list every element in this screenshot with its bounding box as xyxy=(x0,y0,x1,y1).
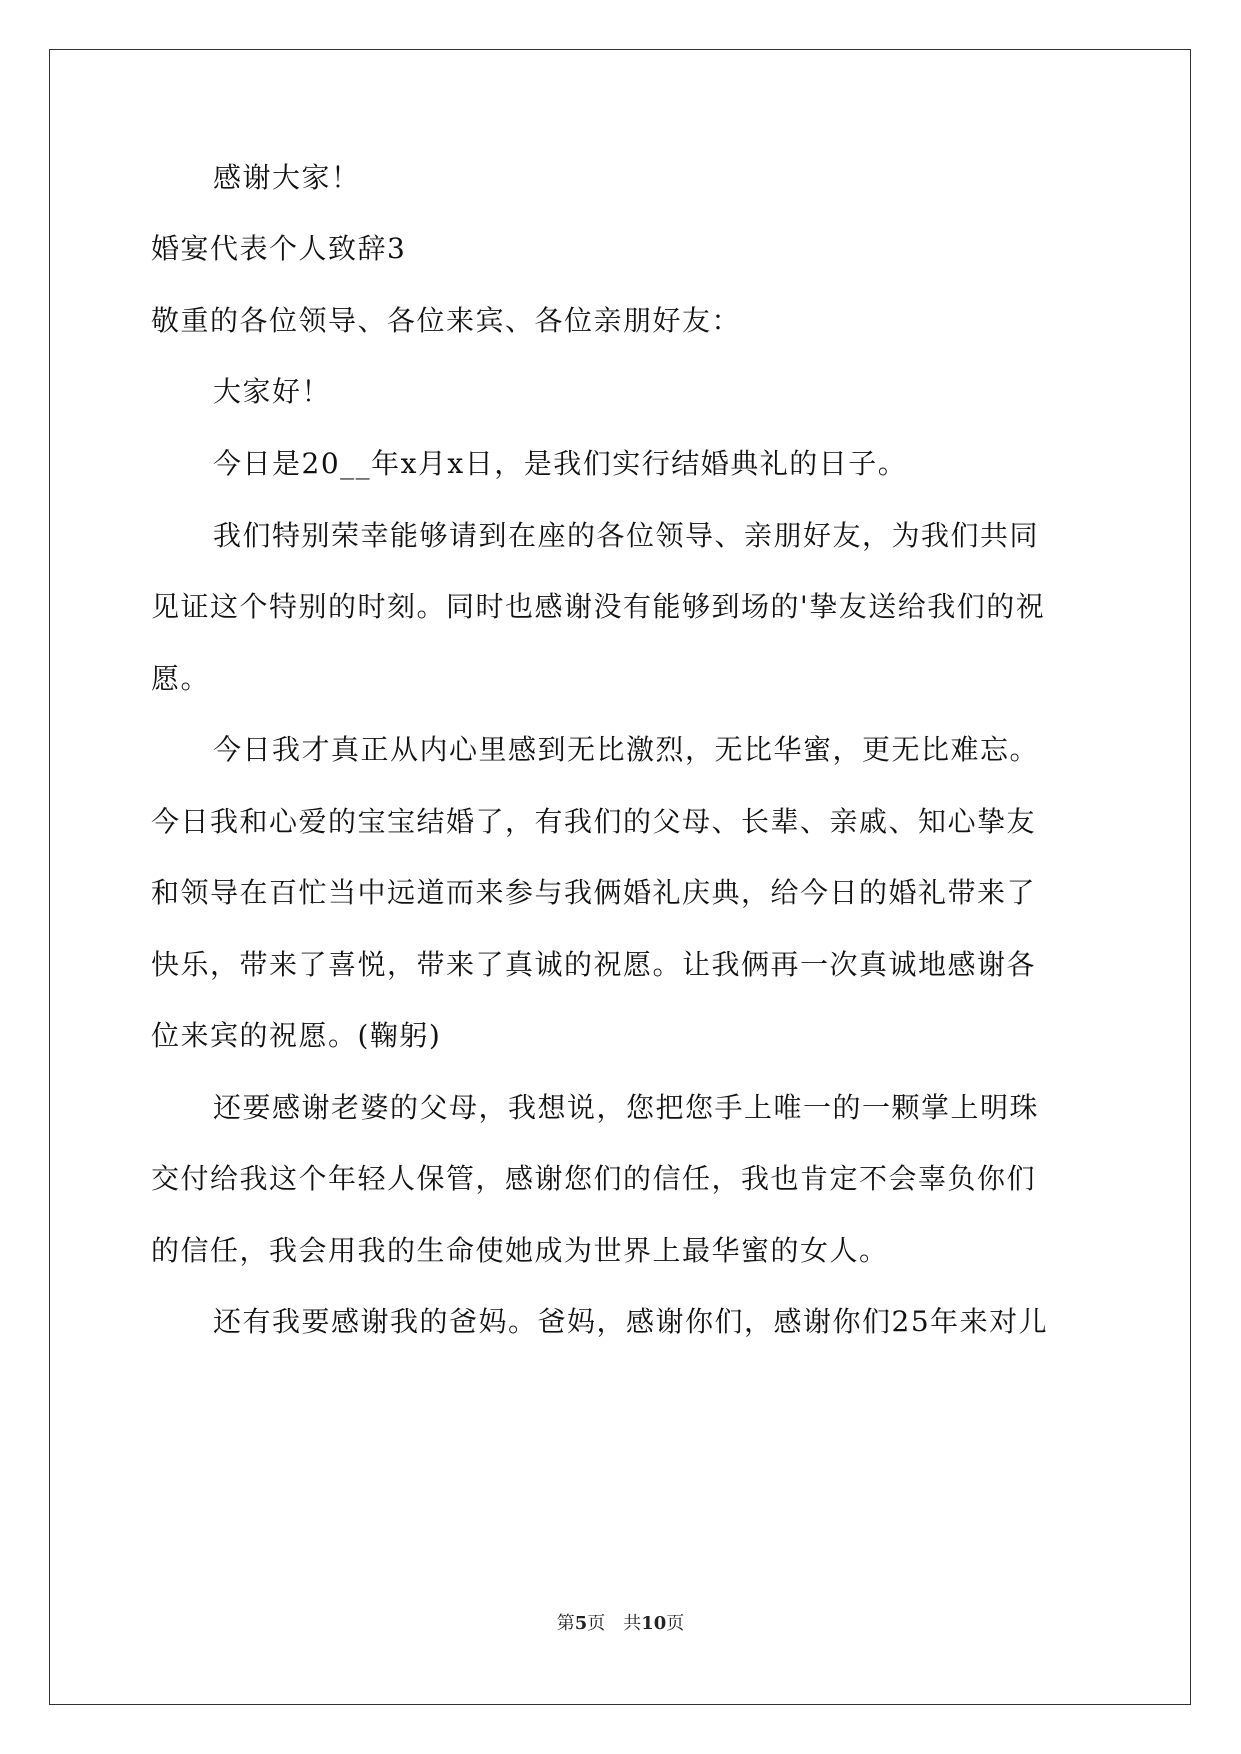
total-prefix: 共 xyxy=(623,1613,642,1634)
paragraph-line: 还要感谢老婆的父母，我想说，您把您手上唯一的一颗掌上明珠 xyxy=(213,1091,1040,1124)
paragraph-line: 交付给我这个年轻人保管，感谢您们的信任，我也肯定不会辜负你们 xyxy=(151,1162,1037,1195)
paragraph-line: 见证这个特别的时刻。同时也感谢没有能够到场的'挚友送给我们的祝 xyxy=(151,590,1046,623)
page-current: 5 xyxy=(574,1613,588,1634)
page-total: 10 xyxy=(641,1613,667,1634)
paragraph-line: 位来宾的祝愿。(鞠躬) xyxy=(151,1019,442,1052)
closing-thanks: 感谢大家！ xyxy=(213,161,361,194)
paragraph-line: 的信任，我会用我的生命使她成为世界上最华蜜的女人。 xyxy=(151,1234,889,1267)
paragraph-line: 我们特别荣幸能够请到在座的各位领导、亲朋好友，为我们共同 xyxy=(213,519,1040,552)
paragraph-line: 快乐，带来了喜悦，带来了真诚的祝愿。让我俩再一次真诚地感谢各 xyxy=(151,948,1037,981)
page-footer xyxy=(0,1612,1241,1636)
salutation: 敬重的各位领导、各位来宾、各位亲朋好友： xyxy=(151,304,742,337)
paragraph-line: 今日我和心爱的宝宝结婚了，有我们的父母、长辈、亲戚、知心挚友 xyxy=(151,805,1037,838)
section-heading: 婚宴代表个人致辞3 xyxy=(151,232,407,265)
page-prefix: 第 xyxy=(556,1613,575,1634)
paragraph-line: 还有我要感谢我的爸妈。爸妈，感谢你们，感谢你们25年来对儿 xyxy=(213,1305,1049,1338)
paragraph-line: 和领导在百忙当中远道而来参与我俩婚礼庆典，给今日的婚礼带来了 xyxy=(151,876,1037,909)
page-suffix: 页 xyxy=(587,1613,606,1634)
paragraph-line: 今日我才真正从内心里感到无比激烈，无比华蜜，更无比难忘。 xyxy=(213,733,1040,766)
paragraph-line: 愿。 xyxy=(151,662,211,695)
paragraph-line: 今日是20__年x月x日，是我们实行结婚典礼的日子。 xyxy=(213,447,908,480)
greeting: 大家好！ xyxy=(213,375,332,408)
total-suffix: 页 xyxy=(666,1613,685,1634)
